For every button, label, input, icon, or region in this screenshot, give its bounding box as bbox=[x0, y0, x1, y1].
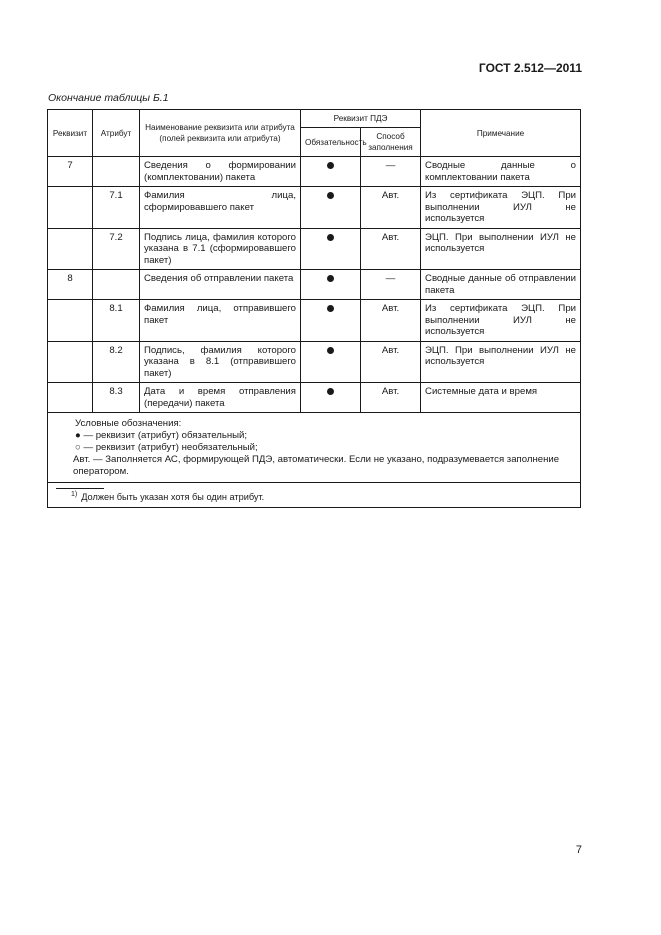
table-row bbox=[48, 228, 581, 270]
header-atribut: Атрибут bbox=[93, 110, 140, 157]
cell-name: Сведения о формировании (комплектовании) пакета bbox=[140, 157, 301, 187]
cell-fill-method: Авт. bbox=[361, 341, 421, 383]
cell-rekvizit: 7 bbox=[48, 157, 93, 187]
mandatory-dot-icon bbox=[327, 305, 334, 312]
mandatory-dot-icon bbox=[327, 275, 334, 282]
cell-atribut: 8.1 bbox=[93, 300, 140, 342]
cell-name: Фамилия лица, отправившего пакет bbox=[140, 300, 301, 342]
mandatory-dot-icon bbox=[327, 162, 334, 169]
cell-atribut: 7.1 bbox=[93, 187, 140, 229]
header-name: Наименование реквизита или атрибута (полей реквизита или атрибута) bbox=[140, 110, 301, 157]
cell-atribut: 8.3 bbox=[93, 383, 140, 413]
footnote-divider bbox=[56, 488, 104, 489]
legend-optional: ○ — реквизит (атрибут) необязательный; bbox=[75, 442, 258, 453]
header-note: Примечание bbox=[421, 110, 581, 157]
cell-note: Системные дата и время bbox=[421, 383, 581, 413]
table-caption: Окончание таблицы Б.1 bbox=[48, 92, 169, 104]
legend-title: Условные обозначения: bbox=[75, 418, 182, 429]
cell-fill-method: Авт. bbox=[361, 187, 421, 229]
header-rekvizit: Реквизит bbox=[48, 110, 93, 157]
footnote-mark: 1) bbox=[71, 490, 78, 498]
cell-atribut: 7.2 bbox=[93, 228, 140, 270]
cell-name: Фамилия лица, сформировавшего пакет bbox=[140, 187, 301, 229]
table-row bbox=[48, 341, 581, 383]
mandatory-dot-icon bbox=[327, 192, 334, 199]
header-mandatory: Обязательность bbox=[301, 128, 361, 157]
cell-mandatory bbox=[301, 270, 361, 300]
cell-fill-method: — bbox=[361, 270, 421, 300]
mandatory-dot-icon bbox=[327, 347, 334, 354]
cell-name: Подпись лица, фамилия которого указана в 7.1 (сформировавшего пакет) bbox=[140, 228, 301, 270]
cell-mandatory bbox=[301, 300, 361, 342]
cell-note: Из сертификата ЭЦП. При выполнении ИУЛ не используется bbox=[421, 300, 581, 342]
cell-rekvizit bbox=[48, 228, 93, 270]
document-code: ГОСТ 2.512—2011 bbox=[478, 61, 582, 75]
footnote-row bbox=[48, 483, 581, 508]
cell-mandatory bbox=[301, 187, 361, 229]
cell-rekvizit: 8 bbox=[48, 270, 93, 300]
legend-mandatory: ● — реквизит (атрибут) обязательный; bbox=[75, 430, 248, 441]
table-header-row bbox=[48, 110, 581, 128]
table-row bbox=[48, 157, 581, 187]
table-row bbox=[48, 383, 581, 413]
cell-fill-method: Авт. bbox=[361, 383, 421, 413]
cell-atribut: 8.2 bbox=[93, 341, 140, 383]
cell-mandatory bbox=[301, 157, 361, 187]
cell-mandatory bbox=[301, 383, 361, 413]
cell-fill-method: — bbox=[361, 157, 421, 187]
legend-row bbox=[48, 413, 581, 483]
cell-fill-method: Авт. bbox=[361, 228, 421, 270]
requisites-table-frame bbox=[47, 109, 580, 508]
cell-name: Сведения об отправлении пакета bbox=[140, 270, 301, 300]
cell-note: Сводные данные об отправлении пакета bbox=[421, 270, 581, 300]
mandatory-dot-icon bbox=[327, 388, 334, 395]
mandatory-dot-icon bbox=[327, 234, 334, 241]
header-fill-method: Способ заполнения bbox=[361, 128, 421, 157]
cell-name: Дата и время отправления (передачи) пакета bbox=[140, 383, 301, 413]
cell-fill-method: Авт. bbox=[361, 300, 421, 342]
cell-name: Подпись, фамилия которого указана в 8.1 (отправившего пакет) bbox=[140, 341, 301, 383]
cell-note: ЭЦП. При выполнении ИУЛ не используется bbox=[421, 341, 581, 383]
requisites-table bbox=[47, 109, 581, 508]
cell-note: Сводные данные о комплектовании пакета bbox=[421, 157, 581, 187]
cell-mandatory bbox=[301, 228, 361, 270]
legend-cell bbox=[48, 413, 581, 483]
table-row bbox=[48, 270, 581, 300]
cell-note: Из сертификата ЭЦП. При выполнении ИУЛ не используется bbox=[421, 187, 581, 229]
table-body bbox=[48, 157, 581, 413]
cell-rekvizit bbox=[48, 341, 93, 383]
cell-rekvizit bbox=[48, 300, 93, 342]
cell-note: ЭЦП. При выполнении ИУЛ не используется bbox=[421, 228, 581, 270]
page-number: 7 bbox=[575, 844, 582, 856]
cell-atribut bbox=[93, 157, 140, 187]
header-pde-group: Реквизит ПДЭ bbox=[301, 110, 421, 128]
footnote-text: Должен быть указан хотя бы один атрибут. bbox=[81, 492, 265, 502]
table-row bbox=[48, 300, 581, 342]
cell-rekvizit bbox=[48, 187, 93, 229]
table-row bbox=[48, 187, 581, 229]
cell-atribut bbox=[93, 270, 140, 300]
legend-auto: Авт. — Заполняется АС, формирующей ПДЭ, автоматически. Если не указано, подразумевается заполнение оператором. bbox=[73, 454, 560, 477]
cell-mandatory bbox=[301, 341, 361, 383]
cell-rekvizit bbox=[48, 383, 93, 413]
footnote-cell bbox=[48, 483, 581, 508]
